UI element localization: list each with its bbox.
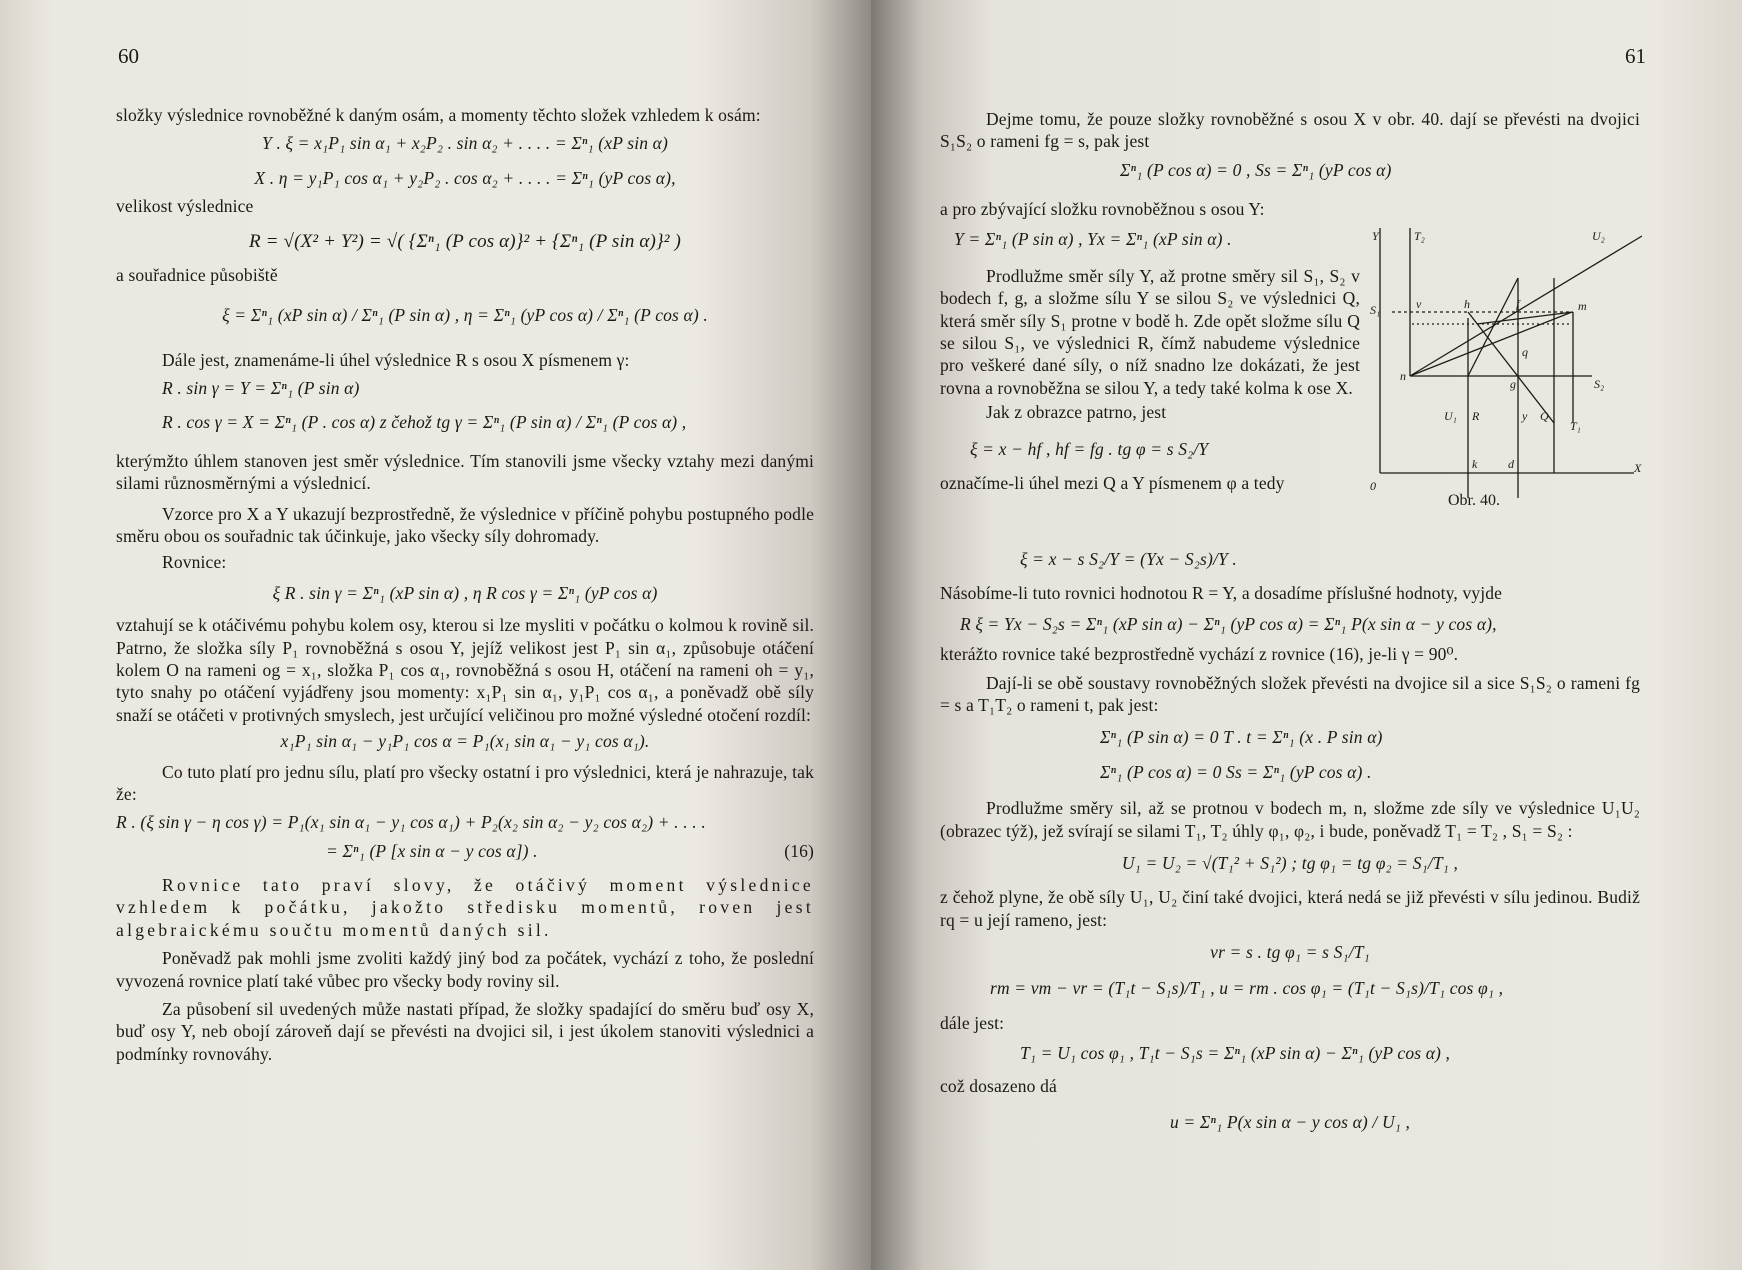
figure-label: Q [1540, 409, 1549, 423]
paragraph: Dejme tomu, že pouze složky rovnoběžné s osou X v obr. 40. dají se převésti na dvojici S₁S₂ o rameni fg = s, pak jest [940, 109, 1640, 152]
figure-label: U₁ [1444, 409, 1457, 423]
equation: U₁ = U₂ = √(T₁² + S₁²) ; tg φ₁ = tg φ₂ = S₁/T₁ , [1121, 852, 1459, 873]
equation: Σⁿ₁ (P sin α) = 0 T . t = Σⁿ₁ (x . P sin α) [1100, 727, 1383, 748]
figure-label: S₁ [1370, 303, 1381, 317]
equation: vr = s . tg φ₁ = s S₁/T₁ [1210, 942, 1370, 963]
figure-label: S₂ [1594, 377, 1605, 391]
paragraph: Dále jest, znamenáme-li úhel výslednice R s osou X písmenem γ: [162, 349, 630, 370]
figure-label: h [1464, 297, 1470, 311]
paragraph: složky výslednice rovnoběžné k daným osám, a momenty těchto složek vzhledem k osám: [116, 105, 761, 125]
figure-obr-40 [1372, 228, 1650, 518]
paragraph: což dosazeno dá [940, 1075, 1057, 1096]
paragraph: a pro zbývající složku rovnoběžnou s osou Y: [940, 199, 1265, 219]
paragraph-spaced: Rovnice tato praví slovy, že otáčivý moment výslednice vzhledem k počátku, jakožto středisku momentů, roven jest algebraickému součtu momentů daných sil. [116, 875, 814, 940]
figure-label: X [1634, 461, 1642, 475]
paragraph: Násobíme-li tuto rovnici hodnotou R = Y, a dosadíme příslušné hodnoty, vyjde [940, 583, 1503, 604]
paragraph: Poněvadž pak mohli jsme zvoliti každý jiný bod za počátek, vychází z toho, že poslední vyvozená rovnice platí také vůbec pro všecky body roviny sil. [116, 948, 814, 991]
figure-label: d [1508, 457, 1514, 471]
paragraph: Prodlužme směry sil, až se protnou v bodech m, n, složme zde síly ve výslednice U₁U₂ (obrazec týž), jež svírají se silami T₁, T₂ úhly φ₁, φ₂, i bude, poněvadž T₁ = T₂ , S₁ = S₂ : [940, 798, 1640, 841]
equation: R ξ = Yx − S₂s = Σⁿ₁ (xP sin α) − Σⁿ₁ (yP cos α) = Σⁿ₁ P(x sin α − y cos α), [960, 613, 1497, 634]
equation: R . cos γ = X = Σⁿ₁ (P . cos α) z čehož tg γ = Σⁿ₁ (P sin α) / Σⁿ₁ (P cos α) , [162, 412, 687, 433]
equation: rm = vm − vr = (T₁t − S₁s)/T₁ , u = rm . cos φ₁ = (T₁t − S₁s)/T₁ cos φ₁ , [990, 978, 1504, 999]
figure-label: n [1400, 369, 1406, 383]
equation: u = Σⁿ₁ P(x sin α − y cos α) / U₁ , [1169, 1112, 1411, 1133]
right-text-column-top [940, 108, 1640, 181]
equation: Y . ξ = x₁P₁ sin α₁ + x₂P₂ . sin α₂ + . . . . = Σⁿ₁ (xP sin α) [262, 133, 668, 154]
paragraph: vztahují se k otáčivému pohybu kolem osy, kterou si lze mysliti v počátku o kolmou k rovině sil. Patrno, že složka síly P₁ rovnoběžná s osou Y, jejíž velikost jest P₁ sin α₁, způsobuje otáčení kolem O na rameni og = x₁, složka P₁ cos α₁, rovnoběžná s osou H, otáčení na rameni oh = y₁, tyto snahy po otáčení vyjádřeny jsou momenty: x₁P₁ sin α₁, y₁P₁ cos α₁, a poněvadž obě síly snaží se otáčeti v protivných smyslech, jest určující veličinou pro možné výsledné otočení rozdíl: [116, 615, 814, 725]
paragraph: kterážto rovnice také bezprostředně vychází z rovnice (16), je-li γ = 90⁰. [940, 644, 1459, 665]
paragraph: Za působení sil uvedených může nastati případ, že složky spadající do směru buď osy X, buď osy Y, neb obojí zároveň dají se převésti na dvojici sil, i jest úkolem stanoviti výslednici a podmínky rovnováhy. [116, 999, 814, 1064]
paragraph: Co tuto platí pro jednu sílu, platí pro všecky ostatní i pro výslednici, která je nahrazuje, tak že: [116, 761, 814, 804]
paragraph: velikost výslednice [116, 196, 254, 217]
figure-label: y [1522, 409, 1528, 423]
page-number: 60 [118, 44, 139, 68]
left-text-column [116, 104, 814, 1065]
figure-label: 0 [1370, 479, 1376, 493]
figure-label: T₁ [1570, 419, 1581, 433]
equation: ξ = Σⁿ₁ (xP sin α) / Σⁿ₁ (P sin α) , η = Σⁿ₁ (yP cos α) / Σⁿ₁ (P cos α) . [222, 305, 708, 326]
figure-label: g [1510, 377, 1516, 391]
paragraph: a souřadnice působiště [116, 264, 278, 285]
figure-label: q [1522, 345, 1528, 359]
equation: ξ R . sin γ = Σⁿ₁ (xP sin α) , η R cos γ = Σⁿ₁ (yP cos α) [272, 582, 658, 603]
paragraph: Vzorce pro X a Y ukazují bezprostředně, že výslednice v příčině pohybu postupného podle směru obou os souřadnic tak účinkuje, jako všecky síly dohromady. [116, 503, 814, 546]
figure-label: m [1578, 299, 1587, 313]
equation: T₁ = U₁ cos φ₁ , T₁t − S₁s = Σⁿ₁ (xP sin α) − Σⁿ₁ (yP cos α) , [1020, 1043, 1451, 1064]
paragraph: z čehož plyne, že obě síly U₁, U₂ činí také dvojici, která nedá se již převésti v sílu jedinou. Budiž rq = u její rameno, jest: [940, 887, 1640, 930]
paragraph: Jak z obrazce patrno, jest [986, 402, 1167, 423]
paragraph: Prodlužme směr síly Y, až protne směry sil S₁, S₂ v bodech f, g, a složme sílu Y se silou S₂ ve výslednici Q, která směr síly S₁ protne v bodě h. Zde opět složme sílu Q se silou S₁, ve výslednici R, čímž nabudeme výslednice pro veškeré dané síly, o níž snadno lze dokázati, že jest rovna a rovnoběžna se silou Y, a tedy také kolma k ose X. [940, 265, 1360, 398]
right-text-column-bottom [940, 548, 1640, 1133]
equation: Σⁿ₁ (P cos α) = 0 , Ss = Σⁿ₁ (yP cos α) [1120, 159, 1392, 180]
equation: Y = Σⁿ₁ (P sin α) , Yx = Σⁿ₁ (xP sin α) . [954, 229, 1232, 250]
figure-label: f [1516, 297, 1520, 311]
equation: Σⁿ₁ (P cos α) = 0 Ss = Σⁿ₁ (yP cos α) . [1100, 761, 1372, 782]
equation: ξ = x − hf , hf = fg . tg φ = s S₂/Y [970, 438, 1209, 459]
equation-body: = Σⁿ₁ (P [x sin α − y cos α]) . [326, 840, 538, 861]
figure-label: R [1472, 409, 1480, 423]
figure-label: Y [1372, 229, 1379, 243]
figure-caption: Obr. 40. [1448, 492, 1500, 509]
equation-numbered [326, 840, 814, 862]
figure-label: U₂ [1592, 229, 1605, 243]
equation: R = √(X² + Y²) = √( {Σⁿ₁ (P cos α)}² + {Σⁿ₁ (P sin α)}² ) [249, 230, 681, 252]
equation: R . (ξ sin γ − η cos γ) = P₁(x₁ sin α₁ − y₁ cos α₁) + P₂(x₂ sin α₂ − y₂ cos α₂) + . . . . [116, 812, 706, 833]
equation: R . sin γ = Y = Σⁿ₁ (P sin α) [162, 378, 360, 399]
equation: x₁P₁ sin α₁ − y₁P₁ cos α = P₁(x₁ sin α₁ − y₁ cos α₁). [280, 731, 650, 752]
paragraph: dále jest: [940, 1012, 1005, 1033]
figure-label: T₂ [1414, 229, 1425, 243]
equation: X . η = y₁P₁ cos α₁ + y₂P₂ . cos α₂ + . . . . = Σⁿ₁ (yP cos α), [254, 167, 676, 188]
figure-label: v [1416, 297, 1422, 311]
right-text-column-narrow [940, 198, 1360, 494]
figure-label: k [1472, 457, 1478, 471]
equation-number: (16) [784, 840, 814, 861]
equation: ξ = x − s S₂/Y = (Yx − S₂s)/Y . [1020, 549, 1237, 569]
paragraph: Rovnice: [162, 552, 227, 573]
paragraph: kterýmžto úhlem stanoven jest směr výslednice. Tím stanovili jsme všecky vztahy mezi danými silami různosměrnými a výslednicí. [116, 450, 814, 494]
paragraph: označíme-li úhel mezi Q a Y písmenem φ a tedy [940, 472, 1285, 493]
page-number: 61 [1625, 44, 1646, 68]
paragraph: Dají-li se obě soustavy rovnoběžných složek převésti na dvojice sil a sice S₁S₂ o rameni fg = s a T₁T₂ o rameni t, pak jest: [940, 672, 1640, 715]
